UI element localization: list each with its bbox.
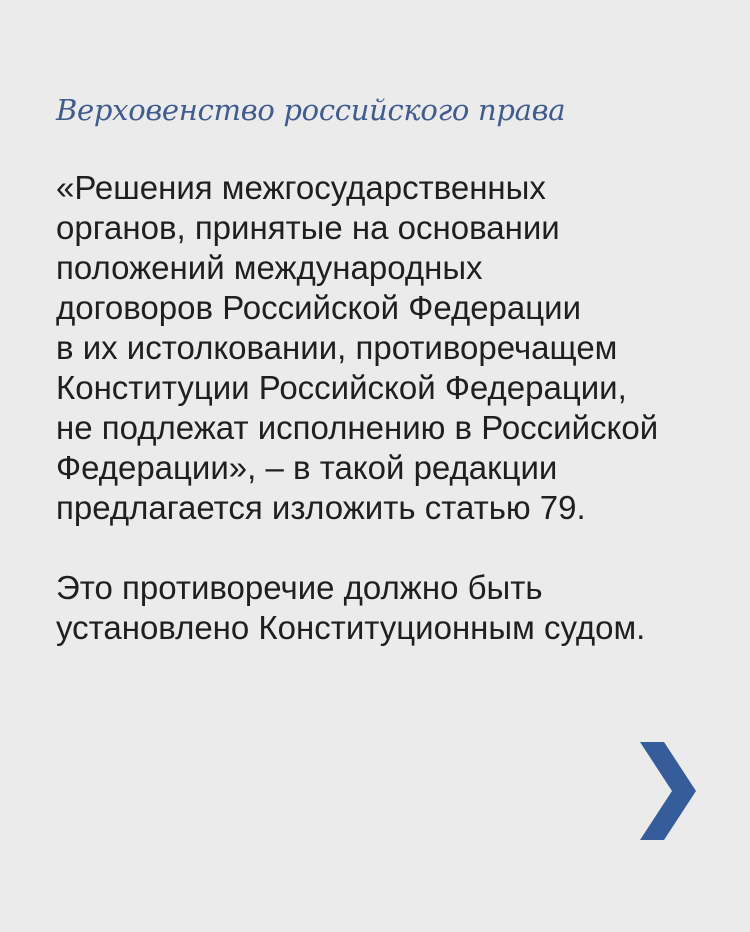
quote-line: положений международных [56,249,483,286]
paragraph-gap [56,528,716,568]
page-heading: Верховенство российского права [56,93,566,127]
quote-line: «Решения межгосударственных [56,169,546,206]
quote-line: Конституции Российской Федерации, [56,369,627,406]
article-text [56,168,716,648]
quote-line: не подлежат исполнению в Российской [56,409,659,446]
conclusion-line: Это противоречие должно быть [56,569,543,606]
quote-line: Федерации», – в такой редакции [56,449,558,486]
conclusion-line: установлено Конституционным судом. [56,609,646,646]
quote-line: договоров Российской Федерации [56,289,582,326]
quote-line: предлагается изложить статью 79. [56,489,586,526]
quote-line: органов, принятые на основании [56,209,560,246]
quote-line: в их истолковании, противоречащем [56,329,618,366]
chevron-right-icon [640,742,696,840]
next-slide-button[interactable] [640,742,696,840]
